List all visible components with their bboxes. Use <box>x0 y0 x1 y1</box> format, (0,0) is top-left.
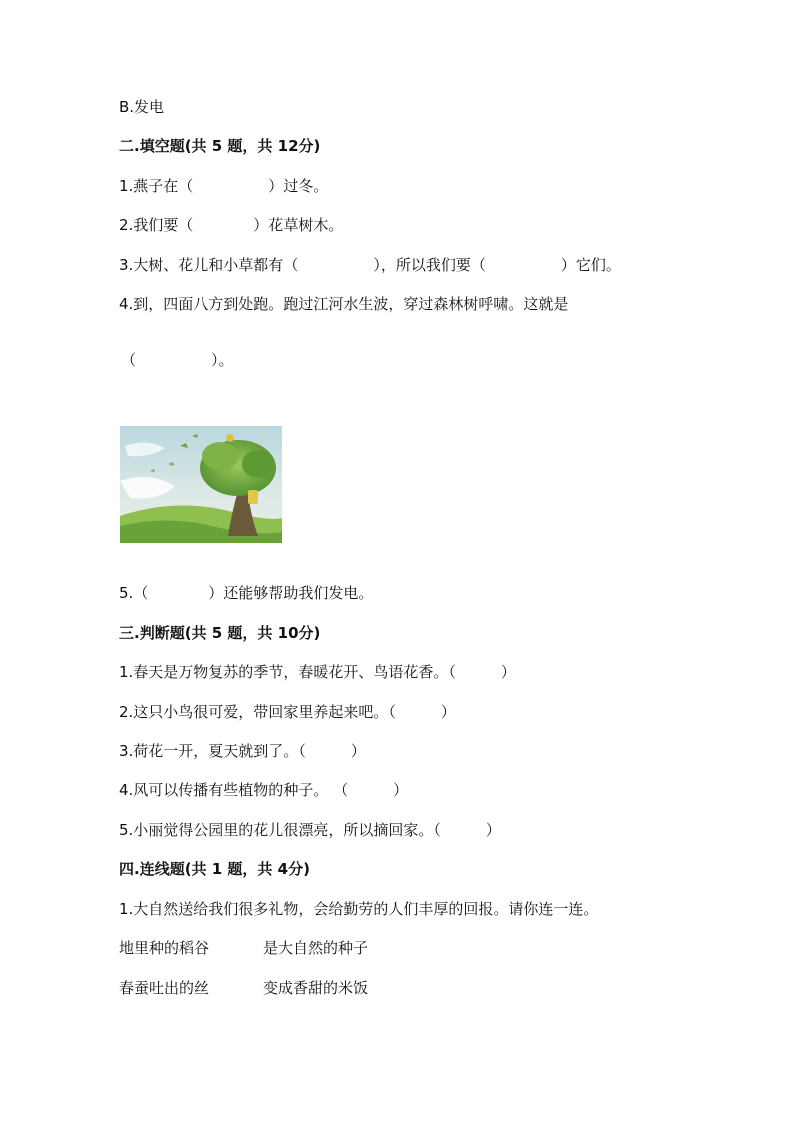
section-3-heading: 三.判断题(共 5 题，共 10分) <box>119 624 321 642</box>
match-left-item-1: 地里种的稻谷 <box>119 939 210 957</box>
judge-question-3: 3.荷花一开，夏天就到了。（ ） <box>119 742 366 760</box>
section-4-heading: 四.连线题(共 1 题，共 4分) <box>119 860 310 878</box>
match-question-1: 1.大自然送给我们很多礼物，会给勤劳的人们丰厚的回报。请你连一连。 <box>119 900 599 918</box>
fill-question-5: 5.（ ）还能够帮助我们发电。 <box>119 584 374 602</box>
match-right-item-2: 变成香甜的米饭 <box>263 979 369 997</box>
fill-question-2: 2.我们要（ ）花草树木。 <box>119 216 344 234</box>
fill-question-1: 1.燕子在（ ）过冬。 <box>119 177 329 195</box>
match-left-item-2: 春蚕吐出的丝 <box>119 979 210 997</box>
judge-question-4: 4.风可以传播有些植物的种子。 （ ） <box>119 781 409 799</box>
fill-question-4-text: 4.到，四面八方到处跑。跑过江河水生波，穿过森林树呼啸。这就是 <box>119 295 569 313</box>
match-right-item-1: 是大自然的种子 <box>263 939 369 957</box>
judge-question-5: 5.小丽觉得公园里的花儿很漂亮，所以摘回家。（ ） <box>119 821 501 839</box>
tree-icon <box>120 426 282 543</box>
fill-question-4-blank: （ ）。 <box>121 351 234 369</box>
fill-question-3: 3.大树、花儿和小草都有（ ），所以我们要（ ）它们。 <box>119 256 621 274</box>
previous-option-b: B.发电 <box>119 98 165 116</box>
judge-question-2: 2.这只小鸟很可爱，带回家里养起来吧。（ ） <box>119 703 456 721</box>
section-2-heading: 二.填空题(共 5 题，共 12分) <box>119 137 321 155</box>
judge-question-1: 1.春天是万物复苏的季节，春暖花开、鸟语花香。（ ） <box>119 663 516 681</box>
wind-tree-illustration <box>120 426 282 543</box>
